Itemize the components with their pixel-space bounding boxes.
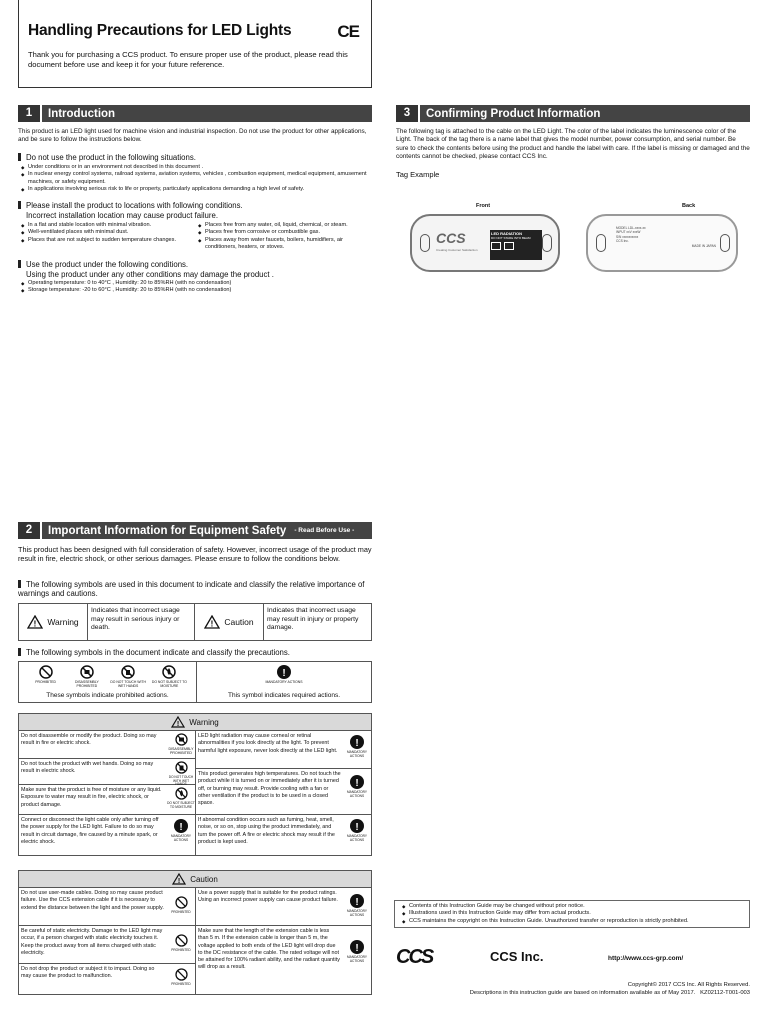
caution-left-col xyxy=(19,888,196,994)
section-title: Introduction xyxy=(48,107,116,120)
prohibited-icon: PROHIBITED xyxy=(167,926,195,963)
svg-text:!: ! xyxy=(355,738,359,749)
section-1-body xyxy=(18,128,372,295)
led-warning-icon xyxy=(491,242,501,250)
section-number: 2 xyxy=(18,522,42,539)
warning-triangle-icon xyxy=(171,716,185,728)
table-row: Use a power supply that is suitable for the product ratings. Using an incorrect power supply can cause product failure. ! MANDATORY ACTIONS xyxy=(196,888,371,926)
table-row: Do not touch the product with wet hands. Doing so may result in electric shock. DO NOT TOUCH WITH WET HANDS xyxy=(21,761,194,787)
caution-table xyxy=(18,870,372,995)
list-item: ◆ Operating temperature: 0 to 40°C , Humidity: 20 to 85%RH (with no condensation) xyxy=(18,280,372,287)
tag-hole-icon xyxy=(542,234,552,252)
table-row: Be careful of static electricity. Damage to the LED light may occur, if a person charged with static electricity touches it. Keep the product away from all items charged with static electricity. PROHIBITED xyxy=(19,926,195,964)
tag-label: LED RADIATION DO NOT STARE INTO BEAM xyxy=(490,230,542,260)
front-label: Front xyxy=(476,203,491,209)
list-item: ◆ Under conditions or in an environment not described in this document . xyxy=(18,164,372,171)
symbol-prohibited: PROHIBITED xyxy=(28,665,64,688)
ce-icon xyxy=(504,242,514,250)
note-item: ◆ Illustrations used in this Instruction Guide may differ from actual products. xyxy=(399,910,745,917)
svg-text:!: ! xyxy=(178,878,181,885)
ccs-logo-icon xyxy=(396,946,480,966)
warning-triangle-icon xyxy=(27,615,43,629)
symbol-no-wet-hands: DO NOT TOUCH WITH WET HANDS xyxy=(110,665,146,688)
title-intro: Thank you for purchasing a CCS product. To ensure proper use of the product, please read this document before use and keep it for your future reference. xyxy=(28,50,348,69)
footer-text xyxy=(396,981,750,997)
section-title: Confirming Product Information xyxy=(426,107,601,120)
prohibited-icon: PROHIBITED xyxy=(167,964,195,994)
sec2-intro: This product has been designed with full consideration of safety. However, incorrect usage of the product may result in fire, electric shock, or other serious damages. Please ensure to follow the conditions below. xyxy=(18,545,372,563)
section-subtitle: - Read Before Use - xyxy=(294,527,355,534)
table-row: Do not use user-made cables. Doing so may cause product failure. Use the CCS extension cable if it is necessary to extend the distance between the light and the power supply. PROHIBITED xyxy=(19,888,195,926)
note-item: ◆ CCS maintains the copyright on this Instruction Guide. Unauthorized transfer or reproduction is strictly prohibited. xyxy=(399,918,745,925)
symbol-disassembly-prohibited: DISASSEMBLY PROHIBITED xyxy=(69,665,105,688)
footer-desc: Descriptions in this instruction guide are based on information available as of May 2017. KZ02112-T001-003 xyxy=(469,990,750,996)
company-name: CCS Inc. xyxy=(490,948,544,964)
tag-back-text: MODEL LDL-xxxx-xx INPUT xxV xxxW S/N xxxxxxxxxx CCS Inc. MADE IN JAPAN xyxy=(616,226,716,248)
mandatory-symbol: ! MANDATORY ACTIONS This symbol indicates required actions. xyxy=(197,662,371,702)
warning-table-header: ! Warning xyxy=(19,714,371,731)
warning-right-col xyxy=(196,731,371,855)
caution-level: ! Caution xyxy=(195,604,264,640)
copyright: Copyright© 2017 CCS Inc. All Rights Reserved. xyxy=(627,982,750,988)
caution-desc: Indicates that incorrect usage may result in injury or property damage. xyxy=(267,607,359,631)
disassembly-prohibited-icon: DISASSEMBLY PROHIBITED xyxy=(167,731,195,758)
list-item: ◆ In applications involving serious risk to life or property, particularly applications demanding a high level of safety. xyxy=(18,186,372,193)
tag-hole-icon xyxy=(720,234,730,252)
caution-table-header: ! Caution xyxy=(19,871,371,888)
section-number: 3 xyxy=(396,105,420,122)
list-item: ◆ Places free from corrosive or combustible gas. xyxy=(195,229,372,236)
svg-text:CCS: CCS xyxy=(396,946,433,966)
sec1-heading-2b: Incorrect installation location may cause product failure. xyxy=(26,210,218,220)
notes-box xyxy=(394,900,750,928)
company-logo xyxy=(396,946,543,966)
tag-example-label: Tag Example xyxy=(396,170,440,180)
note-item: ◆ Contents of this Instruction Guide may be changed without prior notice. xyxy=(399,903,745,910)
no-wet-hands-icon: DO NOT TOUCH WITH WET HANDS xyxy=(167,759,195,784)
sec2-heading-1: The following symbols are used in this document to indicate and classify the relative importance of warnings and cautions. xyxy=(18,580,365,599)
table-row: LED light radiation may cause corneal or retinal abnormalities if you look directly at the light. To prevent harmful light exposure, never look directly at the LED light. ! MANDATORY ACTIONS xyxy=(196,731,371,769)
no-moisture-icon xyxy=(162,665,176,679)
symbol-legend xyxy=(18,661,372,703)
section-3-header xyxy=(396,105,750,122)
mandatory-action-icon: ! MANDATORY ACTIONS xyxy=(343,769,371,814)
section-title: Important Information for Equipment Safety xyxy=(48,524,287,537)
symbol-no-moisture: DO NOT SUBJECT TO MOISTURE xyxy=(151,665,187,688)
section-number: 1 xyxy=(18,105,42,122)
sec3-intro: The following tag is attached to the cable on the LED Light. The color of the label indicates the luminescence color of the Light. The back of the tag there is a name label that gives the model number, power consumption, and serial number. Be sure to check the contents before using the product and handle the label with care. If the label is missing or damaged and the contents cannot be checked, please contact CCS Inc. xyxy=(396,128,750,160)
tag-back xyxy=(586,214,738,272)
table-row: If abnormal condition occurs such as fuming, heat, smell, noise, or so on, stop using the product immediately, and turn the power off. A fire or electric shock may result if the product is kept used. ! MANDATORY ACTIONS xyxy=(196,815,371,855)
sec1-heading-1: Do not use the product in the following situations. xyxy=(18,153,372,162)
table-row: This product generates high temperatures. Do not touch the product while it is turned on or immediately after it is turned off, or burning may result. Provide cooling with a fan or other ventilation if the product is to be used in a closed space. ! MANDATORY ACTIONS xyxy=(196,769,371,815)
section-3-body xyxy=(396,128,750,179)
mandatory-action-icon: ! MANDATORY ACTIONS xyxy=(167,815,195,855)
sec1-heading-2: Please install the product to locations with following conditions. xyxy=(18,201,372,210)
warning-desc: Indicates that incorrect usage may result in serious injury or death. xyxy=(88,604,195,640)
svg-text:!: ! xyxy=(355,943,359,954)
no-moisture-icon: DO NOT SUBJECT TO MOISTURE xyxy=(167,785,195,814)
svg-text:!: ! xyxy=(33,619,37,629)
mandatory-action-icon: ! MANDATORY ACTIONS xyxy=(343,888,371,925)
section-1-header xyxy=(18,105,372,122)
table-row: Connect or disconnect the light cable only after turning off the power supply for the LED light. Failure to do so may result in circuit damage, fire caused by a minute spark, or electric shock. ! MANDATORY ACTIONS xyxy=(19,815,195,855)
list-item: ◆ In nuclear energy control systems, railroad systems, aviation systems, vehicles , combustion equipment, medical equipment, amusement machines, or safety equipment. xyxy=(18,171,372,186)
svg-text:!: ! xyxy=(282,668,286,679)
list-item: ◆ Places that are not subject to sudden temperature changes. xyxy=(18,237,195,244)
prohibited-symbols xyxy=(19,662,197,702)
tag-front xyxy=(410,214,560,272)
table-row: Do not disassemble or modify the product. Doing so may result in fire or electric shock. DISASSEMBLY PROHIBITED xyxy=(19,731,195,759)
table-row: Make sure that the length of the extension cable is less than 5 m. If the extension cable is longer than 5 m, the voltage applied to both ends of the LED light will drop due to the DC resistance of the cable. The rated voltage will not be attained for 100% radiant ability, and the radiant quantity will drop as a result. ! MANDATORY ACTIONS xyxy=(196,926,371,994)
prohibited-icon xyxy=(39,665,53,679)
warning-table xyxy=(18,713,372,856)
svg-text:!: ! xyxy=(179,822,183,833)
mandatory-action-icon: ! MANDATORY ACTIONS xyxy=(343,926,371,994)
back-label: Back xyxy=(682,203,696,209)
sec1-heading-3b: Using the product under any other conditions may damage the product . xyxy=(26,269,274,279)
company-url-link[interactable]: http://www.ccs-grp.com/ xyxy=(608,955,684,962)
svg-text:!: ! xyxy=(211,619,214,629)
ce-mark-icon: CE xyxy=(337,22,359,41)
doc-code: KZ02112-T001-003 xyxy=(700,990,750,996)
title-box xyxy=(18,0,372,88)
disassembly-prohibited-icon xyxy=(80,665,94,679)
list-item: ◆ Well-ventilated places with minimal dust. xyxy=(18,229,195,236)
prohibited-icon: PROHIBITED xyxy=(167,888,195,925)
table-row: Do not drop the product or subject it to impact. Doing so may cause the product to malfunction. PROHIBITED xyxy=(19,964,195,994)
list-item: ◆ Places free from any water, oil, liquid, chemical, or steam. xyxy=(195,222,372,229)
prohibited-symbols-text: These symbols indicate prohibited actions. xyxy=(46,692,169,699)
tag-hole-icon xyxy=(420,234,430,252)
warning-left-col xyxy=(19,731,196,855)
tag-hole-icon xyxy=(596,234,606,252)
page-title: Handling Precautions for LED Lights xyxy=(28,22,292,39)
svg-text:!: ! xyxy=(355,822,359,833)
mandatory-action-icon xyxy=(277,665,291,679)
svg-text:!: ! xyxy=(355,897,359,908)
sec2-heading-2: The following symbols in the document indicate and classify the precautions. xyxy=(18,648,372,657)
warning-level: ! Warning xyxy=(19,604,88,640)
list-item: ◆ Places away from water faucets, boilers, humidifiers, air conditioners, heaters, or stoves. xyxy=(195,237,372,252)
sec1-intro: This product is an LED light used for machine vision and industrial inspection. Do not use the product for other applications, and be sure to follow the instructions below. xyxy=(18,128,367,144)
mandatory-action-icon: ! MANDATORY ACTIONS xyxy=(343,731,371,768)
mandatory-action-icon: ! MANDATORY ACTIONS xyxy=(343,815,371,855)
table-row: Make sure that the product is free of moisture or any liquid. Exposure to water may result in fire, electric shock, or product damage. DO NOT SUBJECT TO MOISTURE xyxy=(19,785,195,815)
caution-triangle-icon xyxy=(172,873,186,885)
list-item: ◆ Storage temperature: -20 to 60°C , Humidity: 20 to 85%RH (with no condensation) xyxy=(18,287,372,294)
tag-logo: CCS xyxy=(436,230,466,246)
svg-text:!: ! xyxy=(355,778,359,789)
section-2-header xyxy=(18,522,372,539)
caution-right-col xyxy=(196,888,371,994)
svg-text:!: ! xyxy=(177,721,180,728)
caution-triangle-icon xyxy=(204,615,220,629)
level-legend xyxy=(18,603,372,641)
mandatory-symbol-text: This symbol indicates required actions. xyxy=(228,692,340,699)
list-item: ◆ In a flat and stable location with minimal vibration. xyxy=(18,222,195,229)
sec1-heading-3: Use the product under the following conditions. xyxy=(18,260,372,269)
tag-logo-sub: Creating Customer Satisfaction xyxy=(436,248,478,252)
no-wet-hands-icon xyxy=(121,665,135,679)
